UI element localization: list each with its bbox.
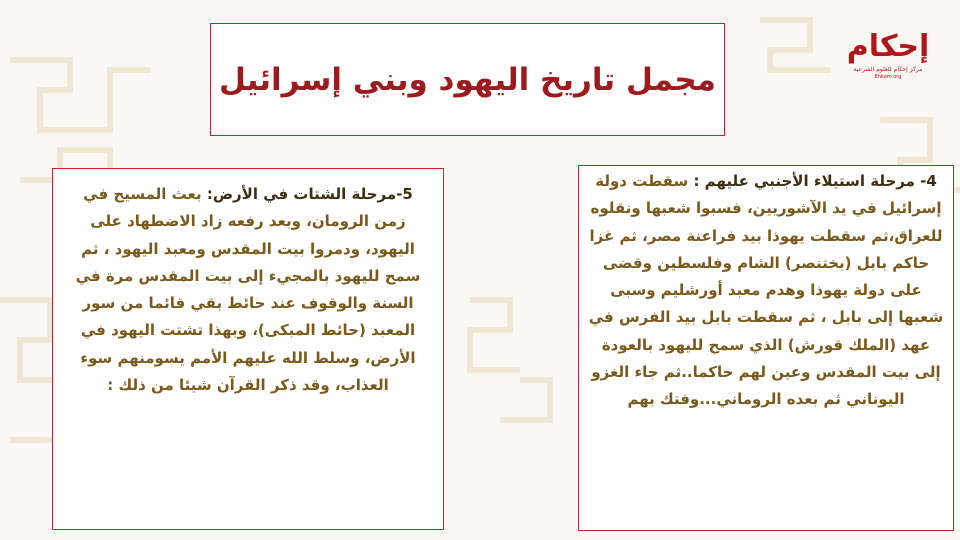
logo-mark: إحكام — [846, 29, 930, 64]
page-title: مجمل تاريخ اليهود وبني إسرائيل — [219, 61, 716, 98]
stage4-heading: 4- مرحلة استيلاء الأجنبي عليهم : — [688, 172, 937, 190]
logo-tagline: Ehkam.org — [874, 74, 902, 80]
stage4-text: سقطت دولة إسرائيل في يد الآشوريين، فسبوا شعبها ونقلوه للعراق،ثم سقطت يهوذا بيد فراعنة مصر، ثم غزا حاكم بابل (بختنصر) الشام وفلسطين وقضى على دولة يهوذا وهدم معبد أورشليم وسبى شعبها إلى بابل ، ثم سقطت بابل بيد الفرس في عهد (الملك قورش) الذي سمح لليهود بالعودة إلى بيت المقدس وعين لهم حاكما..ثم جاء الغزو اليوناني ثم بعده الروماني...وفتك بهم — [588, 172, 944, 409]
title-box — [210, 23, 725, 136]
logo-subtitle: مركز إحكام للعلوم الشرعية — [853, 66, 923, 73]
stage4-panel — [578, 165, 954, 531]
logo — [848, 26, 928, 96]
stage5-panel — [52, 168, 444, 530]
stage5-heading: 5-مرحلة الشتات في الأرض: — [201, 185, 413, 203]
stage5-text: بعث المسيح في زمن الرومان، وبعد رفعه زاد الاضطهاد على اليهود، ودمروا بيت المقدس ومعبد اليهود ، ثم سمح لليهود بالمجيء إلى بيت المقدس مرة في السنة والوقوف عند حائط بقي قائما من سور المعبد (حائط المبكى)، وبهذا تشتت اليهود في الأرض، وسلط الله عليهم الأمم يسومنهم سوء العذاب، وقد ذكر القرآن شيئا من ذلك : — [75, 185, 421, 395]
